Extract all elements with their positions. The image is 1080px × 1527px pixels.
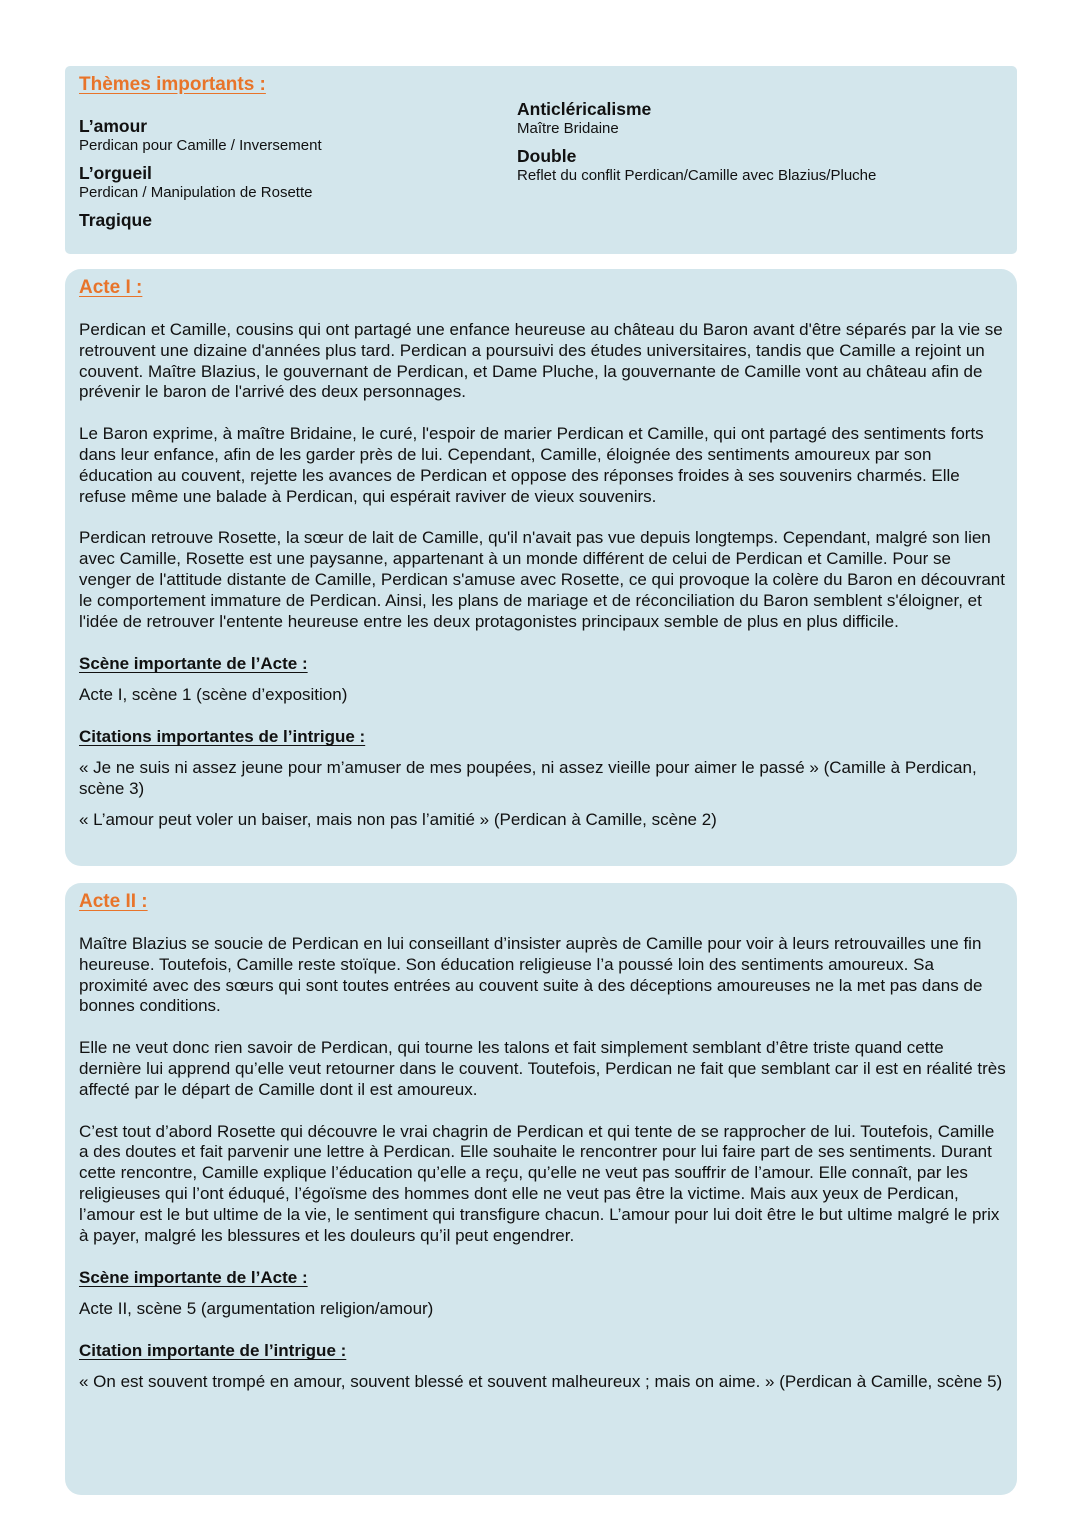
acte-2-paragraph: Maître Blazius se soucie de Perdican en lui conseillant d’insister auprès de Camille pour voir à leurs retrouvailles une fin heureuse. Toutefois, Camille reste stoïque. Son éducation religieuse l’a poussé loin des sentiments amoureux. Sa proximité avec des sœurs qui sont toutes entrées au couvent suite à des déceptions amoureuses ne la met pas dans de bonnes conditions. xyxy=(79,934,983,1016)
acte-2-scene-title: Scène importante de l’Acte : xyxy=(79,1268,308,1288)
acte-1-paragraph: Perdican retrouve Rosette, la sœur de lait de Camille, qu'il n'avait pas vue depuis longtemps. Cependant, malgré son lien avec Camille, Rosette est une paysanne, appartenant à un monde différent de celui de Perdican et Camille. Pour se venger de l'attitude distante de Camille, Perdican s'amuse avec Rosette, ce qui provoque la colère du Baron en découvrant le comportement immature de Perdican. Ainsi, les plans de mariage et de réconciliation du Baron semblent s'éloigner, et l'idée de retrouver l'entente heureuse entre les deux protagonistes principaux semble de plus en plus difficile. xyxy=(79,528,1005,631)
theme-description: Perdican pour Camille / Inversement xyxy=(79,137,322,154)
acte-2-paragraph: Elle ne veut donc rien savoir de Perdican, qui tourne les talons et fait simplement semblant d’être triste quand cette dernière lui apprend qu’elle veut retourner dans le couvent. Toutefois, Perdican ne fait que semblant car il est en réalité très affecté par le départ de Camille dont il est amoureux. xyxy=(79,1038,1006,1099)
acte-1-scene: Acte I, scène 1 (scène d’exposition) xyxy=(79,685,348,705)
theme-description: Reflet du conflit Perdican/Camille avec Blazius/Pluche xyxy=(517,167,877,184)
theme-name: L’orgueil xyxy=(79,163,152,183)
acte-1-paragraph: Le Baron exprime, à maître Bridaine, le curé, l'espoir de marier Perdican et Camille, qui ont partagé des sentiments forts dans leur enfance, afin de les garder près de lui. Cependant, Camille, éloignée des sentiments amoureux par son éducation au couvent, rejette les avances de Perdican et oppose des réponses froides à ses souvenirs charmés. Elle refuse même une balade à Perdican, qui espérait raviver de vieux souvenirs. xyxy=(79,424,984,506)
themes-panel xyxy=(65,66,1017,254)
acte-1-title: Acte I : xyxy=(79,277,143,298)
acte-1-citation: « Je ne suis ni assez jeune pour m’amuser de mes poupées, ni assez vieille pour aimer le passé » (Camille à Perdican, scène 3) xyxy=(79,758,977,799)
acte-2-panel xyxy=(65,883,1017,1495)
theme-description: Maître Bridaine xyxy=(517,120,619,137)
acte-2-title: Acte II : xyxy=(79,891,148,912)
theme-item xyxy=(517,99,997,138)
theme-item xyxy=(79,116,499,155)
acte-2-body xyxy=(79,934,1007,1402)
acte-1-paragraph: Perdican et Camille, cousins qui ont partagé une enfance heureuse au château du Baron avant d'être séparés par la vie se retrouvent une dizaine d'années plus tard. Perdican a poursuivi des études universitaires, tandis que Camille a rejoint un couvent. Maître Blazius, le gouvernant de Perdican, et Dame Pluche, la gouvernante de Camille vont au château afin de prévenir le baron de l'arrivé des deux personnages. xyxy=(79,320,1003,402)
acte-1-citations-title: Citations importantes de l’intrigue : xyxy=(79,727,366,747)
themes-title: Thèmes importants : xyxy=(79,74,266,95)
acte-2-scene: Acte II, scène 5 (argumentation religion/amour) xyxy=(79,1299,434,1319)
theme-item xyxy=(79,210,499,231)
acte-2-citations-title: Citation importante de l’intrigue : xyxy=(79,1341,347,1361)
theme-name: Tragique xyxy=(79,210,152,230)
themes-right-column xyxy=(517,99,997,193)
theme-name: L’amour xyxy=(79,116,148,136)
themes-left-column xyxy=(79,116,499,239)
acte-1-body xyxy=(79,320,1007,840)
theme-item xyxy=(79,163,499,202)
acte-2-paragraph: C’est tout d’abord Rosette qui découvre le vrai chagrin de Perdican et qui tente de se rapprocher de lui. Toutefois, Camille a des doutes et fait parvenir une lettre à Perdican. Elle souhaite le rencontrer pour lui faire part de ses sentiments. Durant cette rencontre, Camille explique l’éducation qu’elle a reçu, qu’elle ne veut pas souffrir de l’amour. Elle connaît, par les religieuses qui l’ont éduqué, l’égoïsme des hommes dont elle ne veut pas être la victime. Mais aux yeux de Perdican, l’amour est le but ultime de la vie, le sentiment qui transfigure chacun. L’amour pour lui doit être le but ultime malgré le prix à payer, malgré les blessures et les douleurs qu’il peut engendrer. xyxy=(79,1121,1000,1245)
theme-item xyxy=(517,146,997,185)
acte-1-scene-title: Scène importante de l’Acte : xyxy=(79,654,308,674)
acte-1-panel xyxy=(65,269,1017,866)
acte-1-citation: « L’amour peut voler un baiser, mais non pas l’amitié » (Perdican à Camille, scène 2) xyxy=(79,810,717,830)
theme-description: Perdican / Manipulation de Rosette xyxy=(79,184,313,201)
acte-2-citation: « On est souvent trompé en amour, souvent blessé et souvent malheureux ; mais on aime. » (Perdican à Camille, scène 5) xyxy=(79,1372,1003,1392)
theme-name: Double xyxy=(517,146,577,166)
theme-name: Anticléricalisme xyxy=(517,99,652,119)
